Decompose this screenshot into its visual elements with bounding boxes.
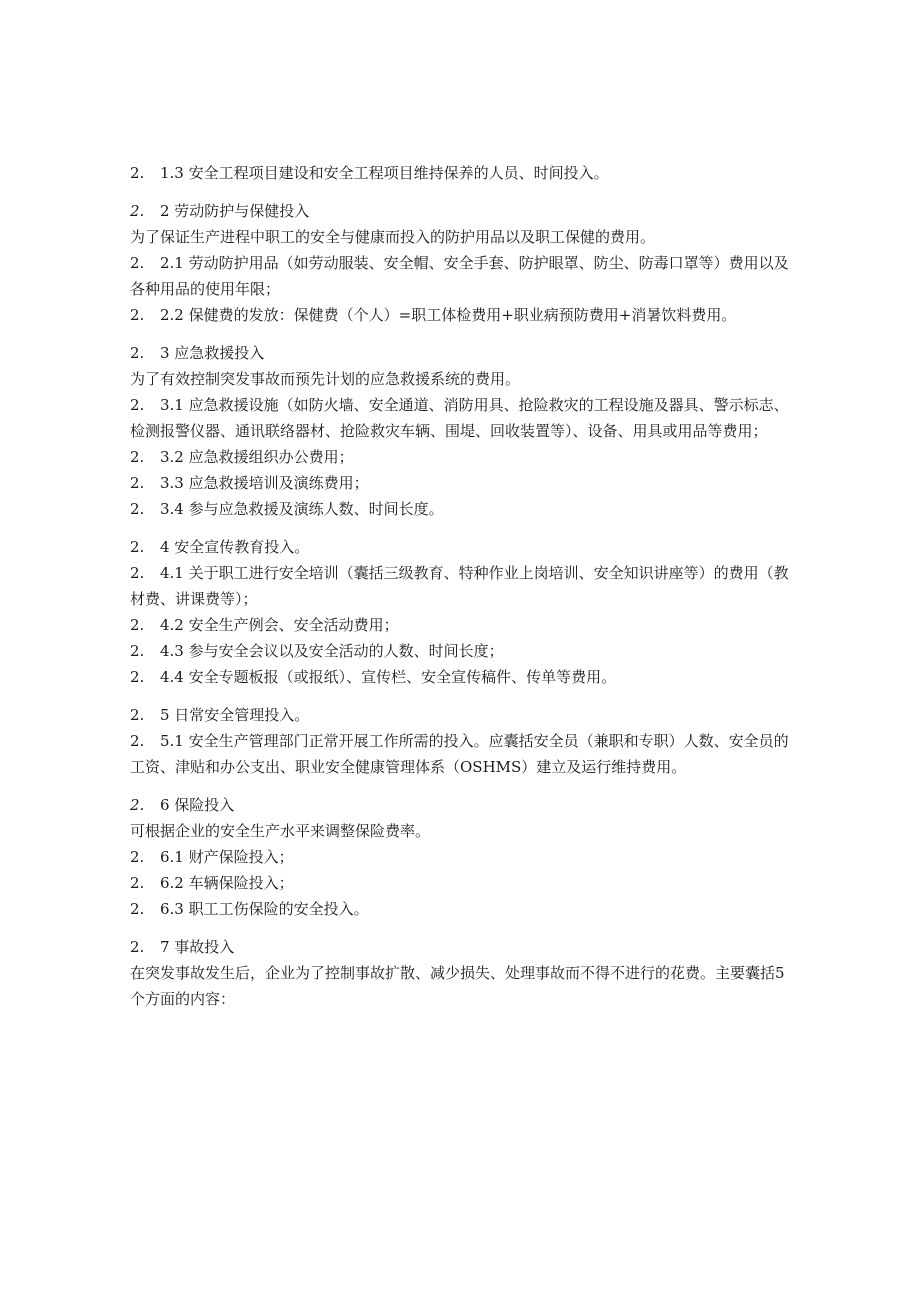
paragraph-line: [130, 224, 790, 250]
paragraph-line: [130, 934, 790, 960]
document-section: [130, 160, 790, 186]
item-text: 1.3 安全工程项目建设和安全工程项目维持保养的人员、时间投入。: [160, 164, 609, 182]
item-text: 4 安全宣传教育投入。: [160, 538, 310, 556]
paragraph-line: [130, 870, 790, 896]
paragraph-line: [130, 792, 790, 818]
item-number: 2.: [130, 254, 145, 272]
item-number: 2.: [130, 616, 145, 634]
item-number: 2.: [130, 538, 145, 556]
item-number: 2.: [130, 938, 145, 956]
paragraph-line: [130, 470, 790, 496]
item-text: 5.1 安全生产管理部门正常开展工作所需的投入。应囊括安全员（兼职和专职）人数、安全员的工资、津贴和办公支出、职业安全健康管理体系（OSHMS）建立及运行维持费用。: [130, 732, 789, 776]
item-number: 2.: [130, 848, 145, 866]
item-text: 3.1 应急救援设施（如防火墙、安全通道、消防用具、抢险救灾的工程设施及器具、警示标志、检测报警仪器、通讯联络器材、抢险救灾车辆、围堤、回收装置等）、设备、用具或用品等费用；: [130, 396, 789, 440]
document-section: [130, 792, 790, 922]
paragraph-line: [130, 612, 790, 638]
item-text: 6.1 财产保险投入；: [160, 848, 294, 866]
item-text: 2 劳动防护与保健投入: [160, 202, 310, 220]
paragraph-line: [130, 728, 790, 780]
item-text: 6.2 车辆保险投入；: [160, 874, 294, 892]
item-text: 4.2 安全生产例会、安全活动费用；: [160, 616, 399, 634]
document-section: [130, 702, 790, 780]
item-number: 2.: [130, 874, 145, 892]
item-text: 在突发事故发生后，企业为了控制事故扩散、减少损失、处理事故而不得不进行的花费。主要囊括5个方面的内容：: [130, 964, 785, 1008]
paragraph-line: [130, 366, 790, 392]
paragraph-line: [130, 960, 790, 1012]
item-text: 2.1 劳动防护用品（如劳动服装、安全帽、安全手套、防护眼罩、防尘、防毒口罩等）费用以及各种用品的使用年限；: [130, 254, 789, 298]
document-section: [130, 198, 790, 328]
paragraph-line: [130, 534, 790, 560]
item-number: 2.: [130, 796, 145, 814]
paragraph-line: [130, 250, 790, 302]
document-section: [130, 534, 790, 690]
paragraph-line: [130, 638, 790, 664]
item-number: 2.: [130, 564, 145, 582]
item-text: 4.3 参与安全会议以及安全活动的人数、时间长度；: [160, 642, 504, 660]
item-number: 2.: [130, 474, 145, 492]
document-section: [130, 934, 790, 1012]
paragraph-line: [130, 844, 790, 870]
paragraph-line: [130, 160, 790, 186]
item-number: 2.: [130, 668, 145, 686]
item-text: 5 日常安全管理投入。: [160, 706, 310, 724]
paragraph-line: [130, 444, 790, 470]
item-text: 6.3 职工工伤保险的安全投入。: [160, 900, 369, 918]
item-number: 2.: [130, 900, 145, 918]
paragraph-line: [130, 560, 790, 612]
document-section: [130, 340, 790, 522]
paragraph-line: [130, 392, 790, 444]
paragraph-line: [130, 302, 790, 328]
item-text: 4.1 关于职工进行安全培训（囊括三级教育、特种作业上岗培训、安全知识讲座等）的费用（教材费、讲课费等）；: [130, 564, 789, 608]
item-number: 2.: [130, 500, 145, 518]
paragraph-line: [130, 496, 790, 522]
item-text: 6 保险投入: [160, 796, 235, 814]
document-body: [130, 160, 790, 1024]
item-number: 2.: [130, 344, 145, 362]
paragraph-line: [130, 340, 790, 366]
item-text: 为了保证生产进程中职工的安全与健康而投入的防护用品以及职工保健的费用。: [130, 228, 656, 246]
item-number: 2.: [130, 732, 145, 750]
section-list: [130, 160, 790, 1012]
item-text: 3.4 参与应急救援及演练人数、时间长度。: [160, 500, 444, 518]
item-text: 3.3 应急救援培训及演练费用；: [160, 474, 369, 492]
item-text: 为了有效控制突发事故而预先计划的应急救援系统的费用。: [130, 370, 521, 388]
item-number: 2.: [130, 202, 145, 220]
item-number: 2.: [130, 448, 145, 466]
item-number: 2.: [130, 642, 145, 660]
item-number: 2.: [130, 306, 145, 324]
item-text: 可根据企业的安全生产水平来调整保险费率。: [130, 822, 431, 840]
item-number: 2.: [130, 706, 145, 724]
item-number: 2.: [130, 396, 145, 414]
paragraph-line: [130, 896, 790, 922]
item-text: 2.2 保健费的发放：保健费（个人）=职工体检费用+职业病预防费用+消暑饮料费用。: [160, 306, 737, 324]
paragraph-line: [130, 818, 790, 844]
paragraph-line: [130, 664, 790, 690]
item-text: 3.2 应急救援组织办公费用；: [160, 448, 354, 466]
item-number: 2.: [130, 164, 145, 182]
paragraph-line: [130, 198, 790, 224]
item-text: 3 应急救援投入: [160, 344, 265, 362]
item-text: 4.4 安全专题板报（或报纸）、宣传栏、安全宣传稿件、传单等费用。: [160, 668, 617, 686]
paragraph-line: [130, 702, 790, 728]
item-text: 7 事故投入: [160, 938, 235, 956]
